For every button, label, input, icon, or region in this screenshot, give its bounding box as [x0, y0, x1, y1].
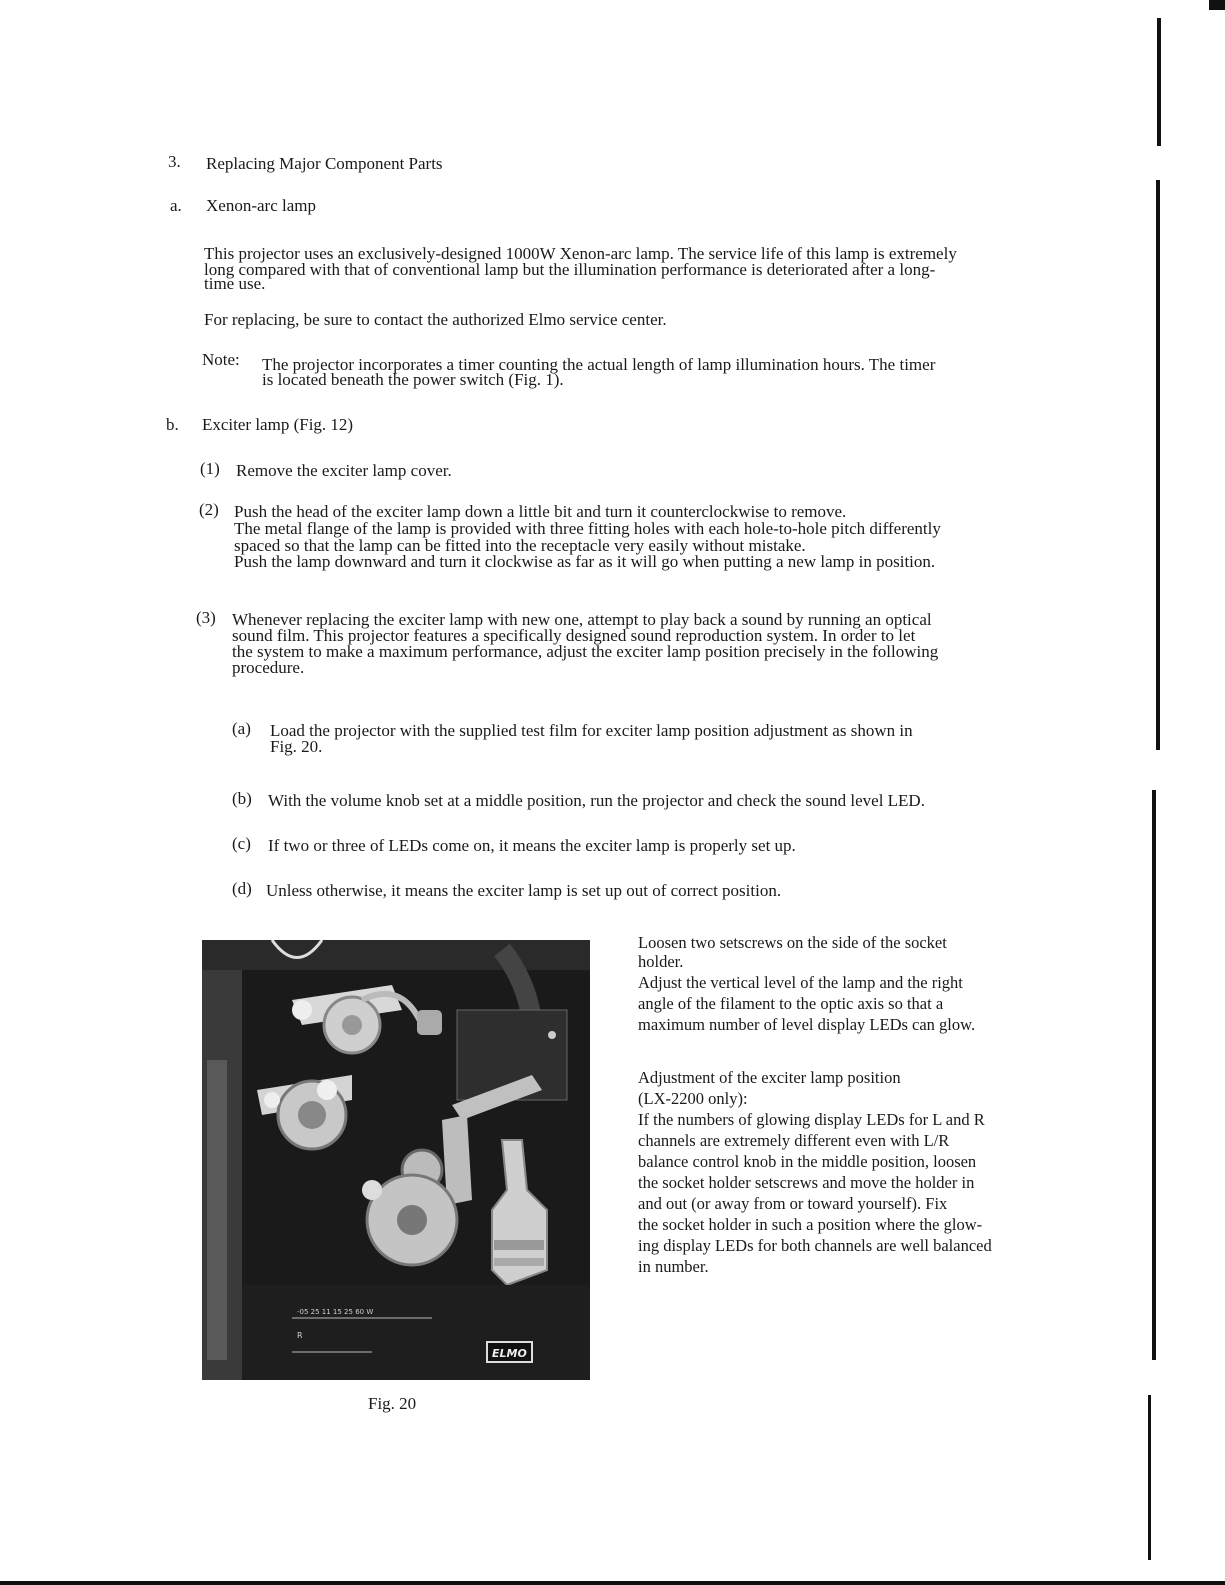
text-line: Push the lamp downward and turn it clockwise as far as it will go when putting a new lamp in position. [234, 552, 936, 571]
scan-edge-mark [1209, 0, 1225, 10]
substep-a-text [270, 721, 1082, 756]
subsection-b-title: Exciter lamp (Fig. 12) [202, 415, 354, 434]
section-number: 3. [168, 152, 181, 171]
text-line: Adjust the vertical level of the lamp and the right [638, 973, 963, 992]
step-number: (3) [196, 608, 216, 627]
step-3-text [232, 610, 1082, 677]
text-line: (LX-2200 only): [638, 1089, 748, 1108]
subsection-b-letter: b. [166, 415, 179, 434]
text-line: holder. [638, 952, 684, 971]
scan-edge-mark [1156, 180, 1160, 750]
right-column-para2 [638, 1110, 1070, 1276]
text-line: maximum number of level display LEDs can glow. [638, 1015, 976, 1034]
scan-edge-mark [1152, 790, 1156, 1360]
text-line: spaced so that the lamp can be fitted into the receptacle very easily without mistake. [234, 536, 806, 555]
projector-photo [202, 940, 590, 1380]
substep-c-text: If two or three of LEDs come on, it means the exciter lamp is properly set up. [268, 836, 796, 855]
scan-edge-mark [1148, 1395, 1151, 1560]
substep-letter: (a) [232, 719, 251, 738]
step-number: (2) [199, 500, 219, 519]
substep-d-text: Unless otherwise, it means the exciter lamp is set up out of correct position. [266, 881, 782, 900]
substep-letter: (c) [232, 834, 251, 853]
text-line: Load the projector with the supplied test film for exciter lamp position adjustment as shown in [270, 721, 913, 740]
scan-edge-mark [1157, 18, 1161, 146]
text-line: ing display LEDs for both channels are well balanced [638, 1236, 992, 1255]
right-column-para1 [638, 933, 1070, 1034]
substep-b-text: With the volume knob set at a middle position, run the projector and check the sound level LED. [268, 791, 925, 810]
meter-scale-text: -05 25 11 15 25 60 W [297, 1308, 374, 1316]
text-line: the socket holder setscrews and move the holder in [638, 1173, 975, 1192]
meter-r-label: R [297, 1331, 303, 1340]
note-label: Note: [202, 350, 240, 369]
replace-instruction: For replacing, be sure to contact the authorized Elmo service center. [204, 310, 667, 329]
substep-letter: (b) [232, 789, 252, 808]
text-line: Whenever replacing the exciter lamp with new one, attempt to play back a sound by running an optical [232, 610, 932, 629]
xenon-paragraph [204, 244, 1084, 293]
adjustment-heading [638, 1068, 1070, 1108]
note-text [262, 355, 1082, 389]
subsection-a-title: Xenon-arc lamp [206, 196, 316, 215]
text-line: long compared with that of conventional lamp but the illumination performance is deteriorated after a long- [204, 260, 936, 279]
text-line: angle of the filament to the optic axis so that a [638, 994, 944, 1013]
projector-mechanism-illustration [202, 940, 590, 1380]
text-line: Fig. 20. [270, 737, 323, 756]
text-line: The projector incorporates a timer counting the actual length of lamp illumination hours. The timer [262, 355, 936, 374]
step-1-text: Remove the exciter lamp cover. [236, 461, 452, 480]
text-line: If the numbers of glowing display LEDs for L and R [638, 1110, 985, 1129]
text-line: channels are extremely different even with L/R [638, 1131, 950, 1150]
text-line: Push the head of the exciter lamp down a little bit and turn it counterclockwise to remove. [234, 502, 847, 521]
section-title: Replacing Major Component Parts [206, 154, 443, 173]
text-line: balance control knob in the middle position, loosen [638, 1152, 977, 1171]
text-line: Adjustment of the exciter lamp position [638, 1068, 901, 1087]
text-line: the socket holder in such a position where the glow- [638, 1215, 983, 1234]
step-2-text [234, 502, 1084, 571]
text-line: Loosen two setscrews on the side of the socket [638, 933, 947, 952]
substep-letter: (d) [232, 879, 252, 898]
text-line: the system to make a maximum performance, adjust the exciter lamp position precisely in the following [232, 642, 939, 661]
text-line: is located beneath the power switch (Fig. 1). [262, 370, 564, 389]
text-line: and out (or away from or toward yourself). Fix [638, 1194, 948, 1213]
text-line: in number. [638, 1257, 709, 1276]
elmo-logo: ELMO [492, 1347, 527, 1360]
scan-bottom-edge [0, 1581, 1225, 1585]
text-line: This projector uses an exclusively-designed 1000W Xenon-arc lamp. The service life of this lamp is extremely [204, 244, 957, 263]
figure-caption: Fig. 20 [368, 1394, 417, 1413]
text-line: The metal flange of the lamp is provided with three fitting holes with each hole-to-hole pitch differently [234, 519, 941, 538]
text-line: time use. [204, 274, 266, 293]
step-number: (1) [200, 459, 220, 478]
subsection-a-letter: a. [170, 196, 182, 215]
text-line: procedure. [232, 658, 305, 677]
text-line: sound film. This projector features a specifically designed sound reproduction system. In order to let [232, 626, 916, 645]
